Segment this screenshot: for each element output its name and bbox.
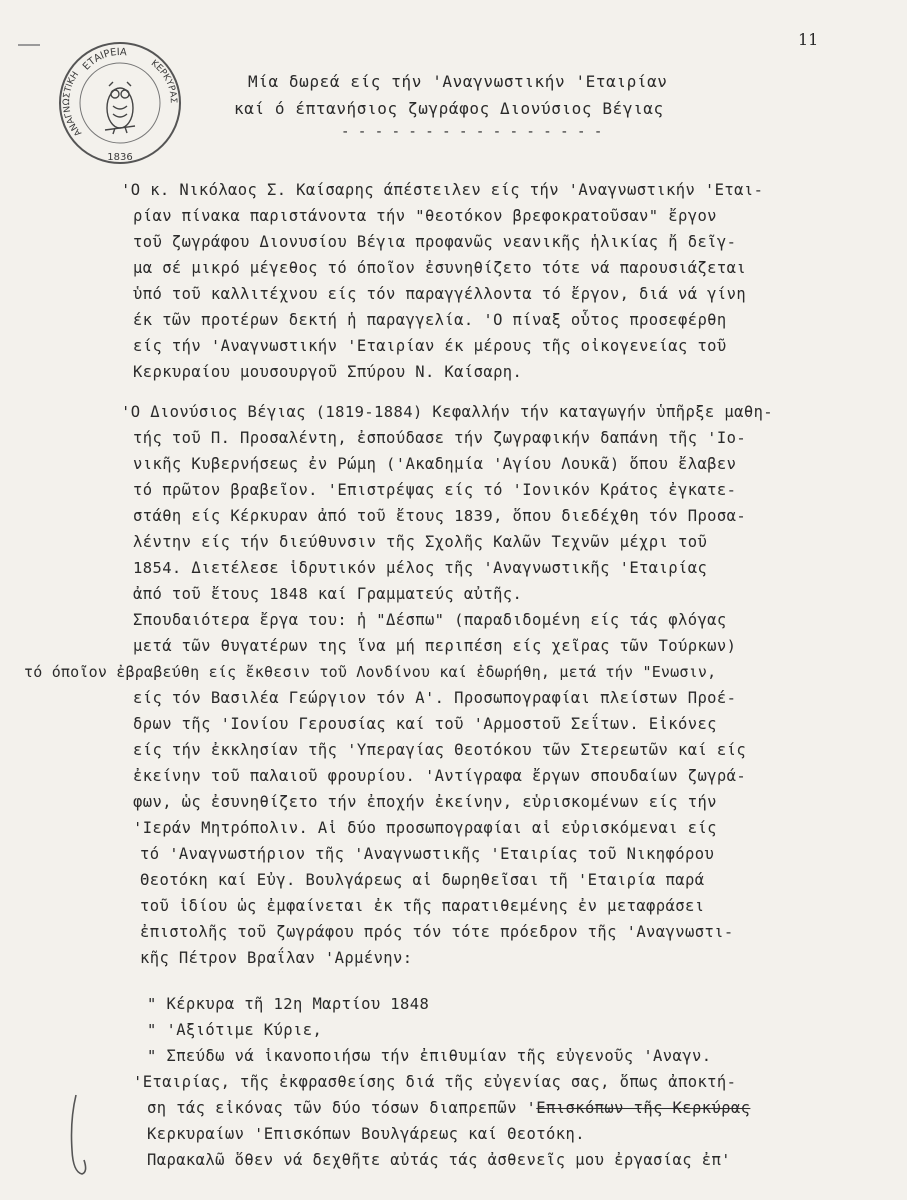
paragraph-3-line: τό όποῖον ἐβραβεύθη είς ἔκθεσιν τοῦ Λονδίνου καί ἐδωρήθη, μετά τήν "Ενωσιν, [24,663,717,681]
paragraph-1-line: είς τήν 'Αναγνωστικήν 'Εταιρίαν έκ μέρους τῆς οἰκογενείας τοῦ [133,337,727,355]
paragraph-2-line: τό πρῶτον βραβεῖον. 'Επιστρέψας είς τό 'Ιονικόν Κράτος ἐγκατε- [133,481,737,499]
paragraph-2-line: 1854. Διετέλεσε ἱδρυτικόν μέλος τῆς 'Αναγνωστικῆς 'Εταιρίας [133,559,708,577]
letter-line: Κερκυραίων 'Επισκόπων Βουλγάρεως καί Θεοτόκη. [147,1125,585,1143]
page-number: 11 [798,30,819,49]
paragraph-2-line: νικῆς Κυβερνήσεως ἐν Ρώμη ('Ακαδημία 'Αγίου Λουκᾶ) ὅπου ἔλαβεν [133,455,737,473]
document-title-line-1: Μία δωρεά είς τήν 'Αναγνωστικήν 'Εταιρίαν [248,72,668,91]
paragraph-2-line: τής τοῦ Π. Προσαλέντη, ἐσπούδασε τήν ζωγραφικήν δαπάνη τῆς 'Ιο- [133,429,747,447]
letter-line-text: ση τάς εἰκόνας τῶν δύο τόσων διαπρεπῶν ' [147,1099,537,1117]
paragraph-1-line: ὑπό τοῦ καλλιτέχνου είς τόν παραγγέλλοντα τό ἔργον, διά νά γίνη [133,285,747,303]
paragraph-1-line: μα σέ μικρό μέγεθος τό όποῖον ἐσυνηθίζετο τότε νά παρουσιάζεται [133,259,747,277]
paragraph-3-line: κῆς Πέτρον Βραΐλαν 'Αρμένην: [140,949,413,967]
paragraph-3-line: μετά τῶν θυγατέρων της ἵνα μή περιπέση είς χεῖρας τῶν Τούρκων) [133,637,737,655]
paragraph-2-line: λέντην είς τήν διεύθυνσιν τῆς Σχολῆς Καλῶν Τεχνῶν μέχρι τοῦ [133,533,708,551]
paragraph-3-line: τό 'Αναγνωστήριον τῆς 'Αναγνωστικῆς 'Εταιρίας τοῦ Νικηφόρου [140,845,715,863]
letter-line: " 'Αξιότιμε Κύριε, [147,1021,323,1039]
paragraph-2-line: στάθη είς Κέρκυραν ἀπό τοῦ ἔτους 1839, ὅπου διεδέχθη τόν Προσα- [133,507,747,525]
society-seal-stamp [55,38,185,168]
paragraph-3-line: ἐκείνην τοῦ παλαιοῦ φρουρίου. 'Αντίγραφα ἔργων σπουδαίων ζωγρά- [133,767,747,785]
document-title-line-2: καί ό έπτανήσιος ζωγράφος Διονύσιος Βέγιας [234,99,664,118]
svg-text:ΚΕΡΚΥΡΑΣ: ΚΕΡΚΥΡΑΣ [148,58,178,104]
paragraph-3-line: 'Ιεράν Μητρόπολιν. Αἱ δύο προσωπογραφίαι αἱ εὑρισκόμεναι είς [133,819,717,837]
paragraph-3-line: φων, ὡς ἐσυνηθίζετο τήν ἐποχήν ἐκείνην, εὑρισκομένων είς τήν [133,793,717,811]
paragraph-3-line: τοῦ ἰδίου ὡς ἐμφαίνεται ἐκ τῆς παρατιθεμένης ἐν μεταφράσει [140,897,705,915]
paragraph-2-line: ἀπό τοῦ ἔτους 1848 καί Γραμματεύς αὐτῆς. [133,585,523,603]
svg-text:ΑΝΑΓΝΩΣΤΙΚΗ: ΑΝΑΓΝΩΣΤΙΚΗ [62,70,85,138]
svg-text:ΕΤΑΙΡΕΙΑ: ΕΤΑΙΡΕΙΑ [81,46,128,73]
paragraph-1-line: Κερκυραίου μουσουργοῦ Σπύρου Ν. Καίσαρη. [133,363,523,381]
paragraph-3-line: είς τόν Βασιλέα Γεώργιον τόν Α'. Προσωπογραφίαι πλείστων Προέ- [133,689,737,707]
letter-line: Παρακαλῶ ὅθεν νά δεχθῆτε αὐτάς τάς ἀσθενεῖς μου ἐργασίας ἐπ' [147,1151,731,1169]
letter-line: " Κέρκυρα τῆ 12η Μαρτίου 1848 [147,995,430,1013]
handwritten-margin-mark [62,1090,92,1180]
paragraph-3-line: Θεοτόκη καί Εὐγ. Βουλγάρεως αἱ δωρηθεῖσαι τῆ 'Εταιρία παρά [140,871,705,889]
svg-text:1836: 1836 [107,152,133,163]
paragraph-1-line: τοῦ ζωγράφου Διονυσίου Βέγια προφανῶς νεανικῆς ἡλικίας ἤ δεῖγ- [133,233,737,251]
margin-dash [18,44,40,46]
letter-line: " Σπεύδω νά ἱκανοποιήσω τήν ἐπιθυμίαν τῆς εὐγενοῦς 'Αναγν. [147,1047,712,1065]
struck-out-text: Επισκόπων τῆς Κερκύρας [536,1099,751,1117]
paragraph-1-line: 'Ο κ. Νικόλαος Σ. Καίσαρης άπέστειλεν είς τήν 'Αναγνωστικήν 'Εται- [121,181,764,199]
paragraph-3-line: Σπουδαιότερα ἔργα του: ἡ "Δέσπω" (παραδιδομένη είς τάς φλόγας [133,611,727,629]
owl-icon [105,82,135,134]
letter-line: 'Εταιρίας, τῆς ἐκφρασθείσης διά τῆς εὐγενίας σας, ὅπως ἀποκτή- [133,1073,737,1091]
paragraph-3-line: ἐπιστολῆς τοῦ ζωγράφου πρός τόν τότε πρόεδρον τῆς 'Αναγνωστι- [140,923,734,941]
paragraph-1-line: έκ τῶν προτέρων δεκτή ἡ παραγγελία. 'Ο πίναξ οὗτος προσεφέρθη [133,311,727,329]
paragraph-3-line: δρων τῆς 'Ιονίου Γερουσίας καί τοῦ 'Αρμοστοῦ Σεΐτων. Εἰκόνες [133,715,717,733]
letter-line [147,1098,750,1118]
paragraph-2-line: 'Ο Διονύσιος Βέγιας (1819-1884) Κεφαλλήν τήν καταγωγήν ὑπῆρξε μαθη- [121,403,774,421]
title-underline: - - - - - - - - - - - - - - - - [341,124,603,140]
paragraph-1-line: ρίαν πίνακα παριστάνοντα τήν "θεοτόκον βρεφοκρατοῦσαν" ἔργον [133,207,717,225]
paragraph-3-line: είς τήν ἐκκλησίαν τῆς 'Υπεραγίας Θεοτόκου τῶν Στερεωτῶν καί είς [133,741,747,759]
